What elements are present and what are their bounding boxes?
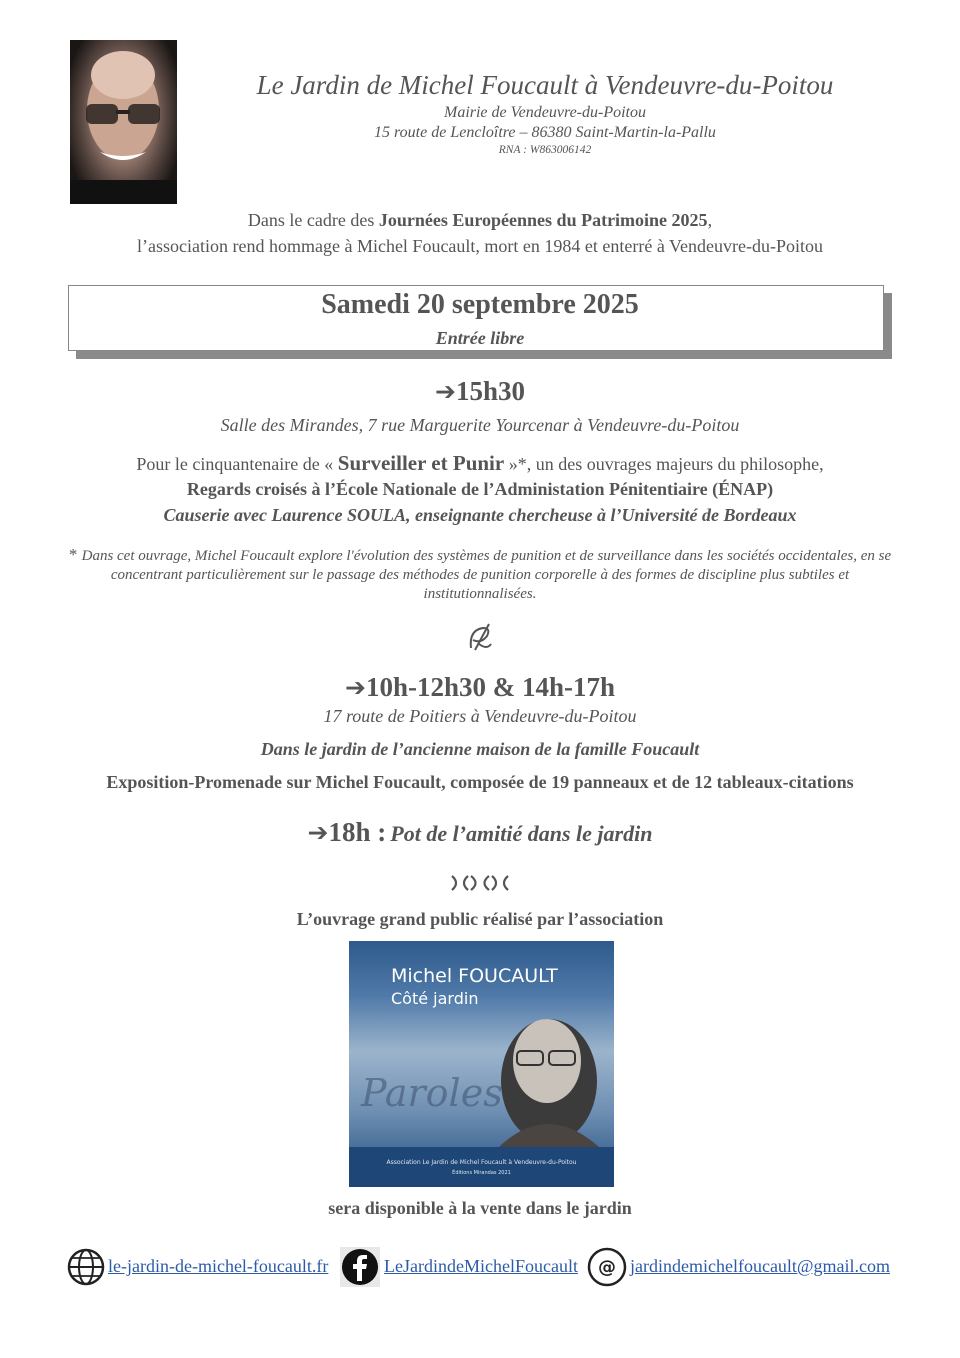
book-cover-title: Michel FOUCAULT <box>391 965 558 987</box>
arrow-right-icon: ➔ <box>307 818 329 847</box>
session3-text: Pot de l’amitié dans le jardin <box>390 821 653 846</box>
event-date: Samedi 20 septembre 2025 <box>321 289 639 320</box>
book-availability: sera disponible à la vente dans le jardin <box>328 1198 632 1218</box>
session2-line1: Dans le jardin de l’ancienne maison de la famille Foucault <box>260 739 700 759</box>
session1-heading <box>0 376 960 407</box>
footnote-text: Dans cet ouvrage, Michel Foucault explore l'évolution des systèmes de punition et de surveillance dans les sociétés occidentales, en se concentrant particulièrement sur le passage des méthodes de punition corporelle à des formes de discipline plus subtiles et institutionnalisées. <box>81 548 892 602</box>
intro-line-1 <box>0 210 960 231</box>
session1-paragraph <box>0 451 960 476</box>
intro-event: Journées Européennes du Patrimoine 2025 <box>378 210 708 230</box>
intro-prefix: Dans le cadre des <box>247 210 379 230</box>
session2-heading <box>0 672 960 703</box>
session3-heading <box>0 817 960 848</box>
session1-prefix: Pour le cinquantenaire de « <box>136 454 338 474</box>
book-cover-subtitle: Côté jardin <box>391 989 479 1008</box>
session2-location: 17 route de Poitiers à Vendeuvre-du-Poitou <box>323 706 637 726</box>
footnote-star: * <box>68 545 82 564</box>
intro-suffix: , <box>707 210 713 230</box>
email-link[interactable]: jardindemichelfoucault@gmail.com <box>630 1256 890 1276</box>
footnote <box>68 545 892 604</box>
session2-time: 10h-12h30 & 14h-17h <box>365 672 615 702</box>
book-cover-footer-text2: Éditions Mirandas 2021 <box>452 1170 511 1176</box>
book-cover-image <box>349 941 614 1187</box>
header-rna: RNA : W863006142 <box>498 144 592 156</box>
header-line-address: 15 route de Lencloître – 86380 Saint-Martin-la-Pallu <box>374 124 716 141</box>
at-icon <box>587 1247 627 1287</box>
header-line-mairie: Mairie de Vendeuvre-du-Poitou <box>443 104 646 121</box>
facebook-icon <box>340 1247 380 1287</box>
session3-time: 18h : <box>328 817 387 847</box>
arrow-right-icon: ➔ <box>345 673 366 702</box>
svg-text:@: @ <box>598 1257 616 1278</box>
session1-time: 15h30 <box>455 376 525 406</box>
book-intro: L’ouvrage grand public réalisé par l’association <box>296 909 664 929</box>
session1-line2: Regards croisés à l’École Nationale de l’Administation Pénitentiaire (ÉNAP) <box>186 479 774 499</box>
entry-note: Entrée libre <box>435 328 525 348</box>
page-title: Le Jardin de Michel Foucault à Vendeuvre-du-Poitou <box>256 70 834 100</box>
session2-line2: Exposition-Promenade sur Michel Foucault, composée de 19 panneaux et de 12 tableaux-citations <box>106 772 854 792</box>
book-cover-watermark: Paroles <box>361 1071 503 1115</box>
session1-line3: Causerie avec Laurence SOULA, enseignante chercheuse à l’Université de Bordeaux <box>163 505 797 525</box>
foucault-portrait <box>70 40 177 204</box>
ornament-icon <box>450 872 510 894</box>
fleuron-icon <box>465 620 495 654</box>
intro-line-2: l’association rend hommage à Michel Foucault, mort en 1984 et enterré à Vendeuvre-du-Poitou <box>137 236 823 256</box>
session1-suffix: »*, un des ouvrages majeurs du philosophe, <box>504 454 824 474</box>
session1-book-title: Surveiller et Punir <box>337 451 505 475</box>
session1-location: Salle des Mirandes, 7 rue Marguerite Yourcenar à Vendeuvre-du-Poitou <box>220 415 740 435</box>
facebook-link[interactable]: LeJardindeMichelFoucault <box>384 1256 578 1276</box>
arrow-right-icon: ➔ <box>435 377 456 406</box>
website-link[interactable]: le-jardin-de-michel-foucault.fr <box>108 1256 329 1276</box>
book-cover-footer-text: Association Le Jardin de Michel Foucault à Vendeuvre-du-Poitou <box>386 1159 577 1166</box>
book-cover-footer <box>349 1147 614 1187</box>
globe-icon <box>67 1248 105 1286</box>
